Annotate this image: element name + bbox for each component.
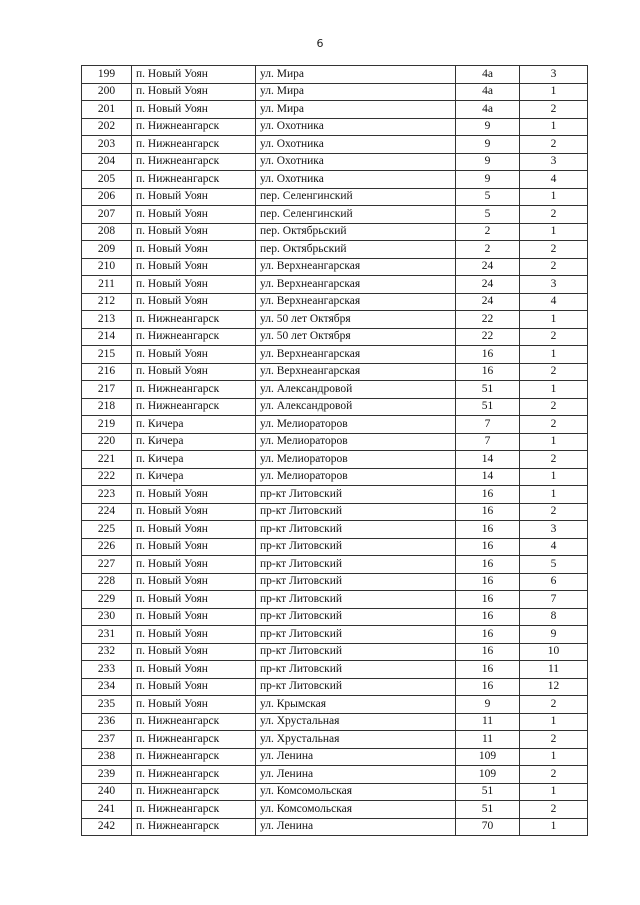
table-row xyxy=(82,188,588,206)
apartment-cell: 1 xyxy=(520,783,588,801)
row-number: 237 xyxy=(82,731,132,749)
apartment-cell: 4 xyxy=(520,171,588,189)
street-cell: пер. Селенгинский xyxy=(256,188,456,206)
apartment-cell: 3 xyxy=(520,521,588,539)
street-cell: ул. Мира xyxy=(256,66,456,84)
street-cell: ул. Хрустальная xyxy=(256,731,456,749)
row-number: 208 xyxy=(82,223,132,241)
settlement-cell: п. Нижнеангарск xyxy=(132,171,256,189)
settlement-cell: п. Новый Уоян xyxy=(132,486,256,504)
street-cell: ул. Ленина xyxy=(256,818,456,836)
row-number: 203 xyxy=(82,136,132,154)
house-cell: 16 xyxy=(456,678,520,696)
house-cell: 16 xyxy=(456,503,520,521)
street-cell: ул. 50 лет Октября xyxy=(256,328,456,346)
street-cell: пр-кт Литовский xyxy=(256,661,456,679)
apartment-cell: 3 xyxy=(520,153,588,171)
street-cell: ул. Охотника xyxy=(256,136,456,154)
row-number: 219 xyxy=(82,416,132,434)
settlement-cell: п. Новый Уоян xyxy=(132,363,256,381)
settlement-cell: п. Новый Уоян xyxy=(132,206,256,224)
table-row xyxy=(82,573,588,591)
house-cell: 16 xyxy=(456,591,520,609)
table-row xyxy=(82,258,588,276)
table-row xyxy=(82,608,588,626)
house-cell: 11 xyxy=(456,731,520,749)
row-number: 202 xyxy=(82,118,132,136)
street-cell: ул. Верхнеангарская xyxy=(256,276,456,294)
row-number: 230 xyxy=(82,608,132,626)
house-cell: 109 xyxy=(456,766,520,784)
row-number: 214 xyxy=(82,328,132,346)
row-number: 236 xyxy=(82,713,132,731)
settlement-cell: п. Новый Уоян xyxy=(132,346,256,364)
apartment-cell: 2 xyxy=(520,363,588,381)
row-number: 205 xyxy=(82,171,132,189)
apartment-cell: 7 xyxy=(520,591,588,609)
settlement-cell: п. Новый Уоян xyxy=(132,293,256,311)
settlement-cell: п. Новый Уоян xyxy=(132,556,256,574)
apartment-cell: 1 xyxy=(520,188,588,206)
table-row xyxy=(82,118,588,136)
street-cell: ул. Комсомольская xyxy=(256,783,456,801)
street-cell: ул. 50 лет Октября xyxy=(256,311,456,329)
street-cell: ул. Верхнеангарская xyxy=(256,293,456,311)
table-row xyxy=(82,66,588,84)
table-row xyxy=(82,713,588,731)
apartment-cell: 2 xyxy=(520,206,588,224)
apartment-cell: 2 xyxy=(520,241,588,259)
street-cell: ул. Ленина xyxy=(256,748,456,766)
row-number: 213 xyxy=(82,311,132,329)
apartment-cell: 10 xyxy=(520,643,588,661)
apartment-cell: 2 xyxy=(520,328,588,346)
settlement-cell: п. Нижнеангарск xyxy=(132,136,256,154)
street-cell: ул. Мира xyxy=(256,101,456,119)
house-cell: 2 xyxy=(456,241,520,259)
house-cell: 51 xyxy=(456,783,520,801)
house-cell: 16 xyxy=(456,643,520,661)
row-number: 233 xyxy=(82,661,132,679)
apartment-cell: 12 xyxy=(520,678,588,696)
street-cell: ул. Хрустальная xyxy=(256,713,456,731)
apartment-cell: 1 xyxy=(520,433,588,451)
table-row xyxy=(82,696,588,714)
settlement-cell: п. Кичера xyxy=(132,433,256,451)
street-cell: пр-кт Литовский xyxy=(256,591,456,609)
row-number: 201 xyxy=(82,101,132,119)
settlement-cell: п. Новый Уоян xyxy=(132,258,256,276)
settlement-cell: п. Новый Уоян xyxy=(132,241,256,259)
row-number: 200 xyxy=(82,83,132,101)
apartment-cell: 2 xyxy=(520,503,588,521)
house-cell: 4а xyxy=(456,83,520,101)
settlement-cell: п. Новый Уоян xyxy=(132,696,256,714)
table-row xyxy=(82,626,588,644)
table-row xyxy=(82,381,588,399)
settlement-cell: п. Кичера xyxy=(132,468,256,486)
settlement-cell: п. Новый Уоян xyxy=(132,591,256,609)
apartment-cell: 2 xyxy=(520,398,588,416)
row-number: 215 xyxy=(82,346,132,364)
house-cell: 16 xyxy=(456,573,520,591)
apartment-cell: 1 xyxy=(520,486,588,504)
house-cell: 24 xyxy=(456,258,520,276)
settlement-cell: п. Новый Уоян xyxy=(132,276,256,294)
table-row xyxy=(82,643,588,661)
table-row xyxy=(82,101,588,119)
row-number: 227 xyxy=(82,556,132,574)
house-cell: 9 xyxy=(456,171,520,189)
house-cell: 51 xyxy=(456,381,520,399)
street-cell: ул. Охотника xyxy=(256,153,456,171)
row-number: 204 xyxy=(82,153,132,171)
row-number: 225 xyxy=(82,521,132,539)
settlement-cell: п. Новый Уоян xyxy=(132,503,256,521)
table-row xyxy=(82,556,588,574)
apartment-cell: 2 xyxy=(520,101,588,119)
row-number: 234 xyxy=(82,678,132,696)
settlement-cell: п. Нижнеангарск xyxy=(132,766,256,784)
row-number: 231 xyxy=(82,626,132,644)
table-row xyxy=(82,416,588,434)
house-cell: 16 xyxy=(456,346,520,364)
table-row xyxy=(82,748,588,766)
house-cell: 4а xyxy=(456,66,520,84)
page-number: 6 xyxy=(316,37,324,50)
house-cell: 24 xyxy=(456,276,520,294)
table-row xyxy=(82,451,588,469)
settlement-cell: п. Нижнеангарск xyxy=(132,731,256,749)
house-cell: 14 xyxy=(456,451,520,469)
table-row xyxy=(82,293,588,311)
row-number: 240 xyxy=(82,783,132,801)
registry-table-body xyxy=(82,66,588,836)
apartment-cell: 2 xyxy=(520,451,588,469)
house-cell: 9 xyxy=(456,696,520,714)
street-cell: ул. Мира xyxy=(256,83,456,101)
settlement-cell: п. Кичера xyxy=(132,451,256,469)
street-cell: пр-кт Литовский xyxy=(256,608,456,626)
row-number: 206 xyxy=(82,188,132,206)
house-cell: 7 xyxy=(456,433,520,451)
registry-table xyxy=(81,65,588,836)
house-cell: 24 xyxy=(456,293,520,311)
house-cell: 16 xyxy=(456,363,520,381)
house-cell: 16 xyxy=(456,538,520,556)
street-cell: пр-кт Литовский xyxy=(256,643,456,661)
settlement-cell: п. Новый Уоян xyxy=(132,608,256,626)
row-number: 221 xyxy=(82,451,132,469)
house-cell: 5 xyxy=(456,206,520,224)
table-row xyxy=(82,521,588,539)
house-cell: 51 xyxy=(456,398,520,416)
house-cell: 16 xyxy=(456,626,520,644)
house-cell: 5 xyxy=(456,188,520,206)
row-number: 211 xyxy=(82,276,132,294)
street-cell: ул. Охотника xyxy=(256,171,456,189)
street-cell: ул. Ленина xyxy=(256,766,456,784)
settlement-cell: п. Нижнеангарск xyxy=(132,801,256,819)
row-number: 218 xyxy=(82,398,132,416)
table-row xyxy=(82,503,588,521)
house-cell: 16 xyxy=(456,608,520,626)
row-number: 226 xyxy=(82,538,132,556)
apartment-cell: 3 xyxy=(520,276,588,294)
settlement-cell: п. Новый Уоян xyxy=(132,66,256,84)
settlement-cell: п. Кичера xyxy=(132,416,256,434)
apartment-cell: 2 xyxy=(520,416,588,434)
apartment-cell: 2 xyxy=(520,696,588,714)
street-cell: ул. Верхнеангарская xyxy=(256,258,456,276)
apartment-cell: 2 xyxy=(520,136,588,154)
table-row xyxy=(82,276,588,294)
street-cell: пр-кт Литовский xyxy=(256,521,456,539)
street-cell: пр-кт Литовский xyxy=(256,503,456,521)
street-cell: ул. Охотника xyxy=(256,118,456,136)
street-cell: ул. Александровой xyxy=(256,381,456,399)
street-cell: пер. Селенгинский xyxy=(256,206,456,224)
apartment-cell: 4 xyxy=(520,293,588,311)
street-cell: пр-кт Литовский xyxy=(256,678,456,696)
settlement-cell: п. Новый Уоян xyxy=(132,521,256,539)
table-row xyxy=(82,433,588,451)
house-cell: 14 xyxy=(456,468,520,486)
table-row xyxy=(82,346,588,364)
table-row xyxy=(82,818,588,836)
row-number: 229 xyxy=(82,591,132,609)
house-cell: 9 xyxy=(456,136,520,154)
settlement-cell: п. Новый Уоян xyxy=(132,626,256,644)
apartment-cell: 1 xyxy=(520,83,588,101)
apartment-cell: 5 xyxy=(520,556,588,574)
row-number: 216 xyxy=(82,363,132,381)
street-cell: ул. Комсомольская xyxy=(256,801,456,819)
settlement-cell: п. Новый Уоян xyxy=(132,678,256,696)
settlement-cell: п. Нижнеангарск xyxy=(132,713,256,731)
row-number: 220 xyxy=(82,433,132,451)
house-cell: 16 xyxy=(456,661,520,679)
apartment-cell: 9 xyxy=(520,626,588,644)
table-row xyxy=(82,678,588,696)
apartment-cell: 11 xyxy=(520,661,588,679)
apartment-cell: 6 xyxy=(520,573,588,591)
apartment-cell: 1 xyxy=(520,346,588,364)
row-number: 241 xyxy=(82,801,132,819)
street-cell: ул. Мелиораторов xyxy=(256,451,456,469)
apartment-cell: 1 xyxy=(520,713,588,731)
street-cell: пр-кт Литовский xyxy=(256,486,456,504)
table-row xyxy=(82,136,588,154)
table-row xyxy=(82,468,588,486)
table-row xyxy=(82,328,588,346)
table-row xyxy=(82,363,588,381)
table-row xyxy=(82,153,588,171)
street-cell: ул. Мелиораторов xyxy=(256,416,456,434)
house-cell: 109 xyxy=(456,748,520,766)
row-number: 207 xyxy=(82,206,132,224)
street-cell: пр-кт Литовский xyxy=(256,573,456,591)
apartment-cell: 2 xyxy=(520,801,588,819)
settlement-cell: п. Нижнеангарск xyxy=(132,328,256,346)
row-number: 239 xyxy=(82,766,132,784)
row-number: 222 xyxy=(82,468,132,486)
apartment-cell: 1 xyxy=(520,311,588,329)
apartment-cell: 1 xyxy=(520,223,588,241)
apartment-cell: 1 xyxy=(520,818,588,836)
row-number: 212 xyxy=(82,293,132,311)
street-cell: пер. Октябрьский xyxy=(256,241,456,259)
settlement-cell: п. Нижнеангарск xyxy=(132,311,256,329)
row-number: 210 xyxy=(82,258,132,276)
apartment-cell: 2 xyxy=(520,731,588,749)
street-cell: ул. Крымская xyxy=(256,696,456,714)
settlement-cell: п. Нижнеангарск xyxy=(132,118,256,136)
street-cell: ул. Верхнеангарская xyxy=(256,346,456,364)
table-row xyxy=(82,538,588,556)
apartment-cell: 8 xyxy=(520,608,588,626)
house-cell: 7 xyxy=(456,416,520,434)
row-number: 224 xyxy=(82,503,132,521)
street-cell: пр-кт Литовский xyxy=(256,538,456,556)
house-cell: 51 xyxy=(456,801,520,819)
table-row xyxy=(82,206,588,224)
settlement-cell: п. Новый Уоян xyxy=(132,643,256,661)
house-cell: 22 xyxy=(456,311,520,329)
table-row xyxy=(82,766,588,784)
house-cell: 16 xyxy=(456,556,520,574)
row-number: 242 xyxy=(82,818,132,836)
table-row xyxy=(82,241,588,259)
row-number: 232 xyxy=(82,643,132,661)
table-row xyxy=(82,591,588,609)
table-row xyxy=(82,311,588,329)
house-cell: 9 xyxy=(456,118,520,136)
apartment-cell: 4 xyxy=(520,538,588,556)
row-number: 209 xyxy=(82,241,132,259)
settlement-cell: п. Нижнеангарск xyxy=(132,153,256,171)
table-row xyxy=(82,801,588,819)
house-cell: 9 xyxy=(456,153,520,171)
row-number: 238 xyxy=(82,748,132,766)
table-row xyxy=(82,486,588,504)
house-cell: 16 xyxy=(456,521,520,539)
apartment-cell: 1 xyxy=(520,118,588,136)
settlement-cell: п. Новый Уоян xyxy=(132,573,256,591)
row-number: 228 xyxy=(82,573,132,591)
apartment-cell: 2 xyxy=(520,766,588,784)
table-row xyxy=(82,661,588,679)
settlement-cell: п. Новый Уоян xyxy=(132,223,256,241)
house-cell: 11 xyxy=(456,713,520,731)
house-cell: 70 xyxy=(456,818,520,836)
street-cell: пр-кт Литовский xyxy=(256,556,456,574)
row-number: 199 xyxy=(82,66,132,84)
settlement-cell: п. Новый Уоян xyxy=(132,83,256,101)
house-cell: 4а xyxy=(456,101,520,119)
table-row xyxy=(82,783,588,801)
table-row xyxy=(82,83,588,101)
apartment-cell: 2 xyxy=(520,258,588,276)
settlement-cell: п. Новый Уоян xyxy=(132,188,256,206)
settlement-cell: п. Нижнеангарск xyxy=(132,748,256,766)
settlement-cell: п. Нижнеангарск xyxy=(132,398,256,416)
street-cell: ул. Александровой xyxy=(256,398,456,416)
settlement-cell: п. Нижнеангарск xyxy=(132,783,256,801)
apartment-cell: 3 xyxy=(520,66,588,84)
house-cell: 16 xyxy=(456,486,520,504)
apartment-cell: 1 xyxy=(520,381,588,399)
street-cell: ул. Мелиораторов xyxy=(256,433,456,451)
settlement-cell: п. Новый Уоян xyxy=(132,538,256,556)
house-cell: 22 xyxy=(456,328,520,346)
apartment-cell: 1 xyxy=(520,468,588,486)
street-cell: пер. Октябрьский xyxy=(256,223,456,241)
apartment-cell: 1 xyxy=(520,748,588,766)
table-row xyxy=(82,223,588,241)
settlement-cell: п. Новый Уоян xyxy=(132,661,256,679)
table-row xyxy=(82,731,588,749)
settlement-cell: п. Нижнеангарск xyxy=(132,818,256,836)
street-cell: ул. Мелиораторов xyxy=(256,468,456,486)
table-row xyxy=(82,171,588,189)
row-number: 223 xyxy=(82,486,132,504)
street-cell: пр-кт Литовский xyxy=(256,626,456,644)
street-cell: ул. Верхнеангарская xyxy=(256,363,456,381)
house-cell: 2 xyxy=(456,223,520,241)
settlement-cell: п. Нижнеангарск xyxy=(132,381,256,399)
settlement-cell: п. Новый Уоян xyxy=(132,101,256,119)
row-number: 217 xyxy=(82,381,132,399)
table-row xyxy=(82,398,588,416)
row-number: 235 xyxy=(82,696,132,714)
